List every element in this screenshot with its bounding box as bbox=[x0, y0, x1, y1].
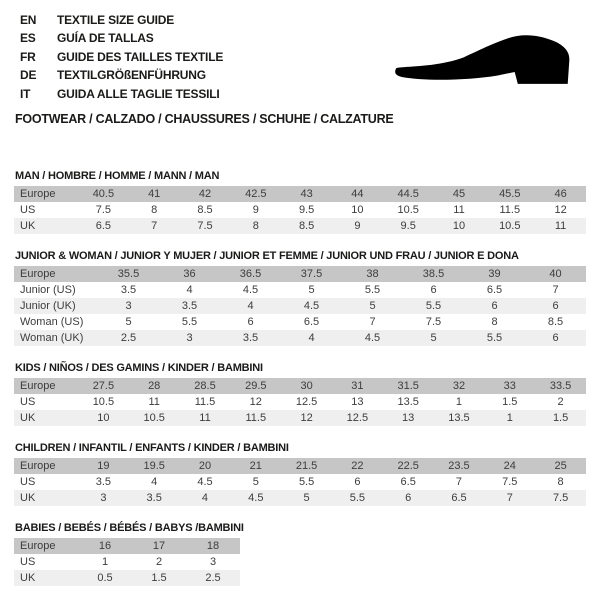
size-cell: 12.5 bbox=[346, 412, 369, 425]
size-cell: 44.5 bbox=[397, 188, 419, 201]
language-row bbox=[20, 11, 600, 29]
size-cell: 7 bbox=[369, 316, 376, 329]
language-label: TEXTILE SIZE GUIDE bbox=[57, 13, 175, 27]
size-cell: 7 bbox=[151, 220, 158, 233]
size-cell: 10.5 bbox=[397, 204, 419, 217]
size-cell: 5.5 bbox=[349, 492, 366, 505]
size-cell: 5 bbox=[303, 492, 310, 505]
table-row bbox=[14, 474, 586, 490]
size-cell: 8.5 bbox=[298, 220, 315, 233]
size-cell: 4 bbox=[151, 476, 158, 489]
size-cell: 16 bbox=[98, 540, 112, 553]
section-title: JUNIOR & WOMAN / JUNIOR Y MUJER / JUNIOR ET FEMME / JUNIOR UND FRAU / JUNIOR E DONA bbox=[15, 250, 519, 263]
size-cell: 30 bbox=[300, 380, 313, 393]
size-cell: 7.5 bbox=[197, 220, 213, 233]
row-label: Europe bbox=[20, 188, 56, 201]
table-row bbox=[14, 282, 586, 298]
size-cell: 46 bbox=[554, 188, 567, 201]
size-cell: 7.5 bbox=[502, 476, 518, 489]
size-cell: 4.5 bbox=[303, 300, 320, 313]
size-cell: 6 bbox=[405, 492, 412, 505]
size-cell: 5.5 bbox=[364, 284, 381, 297]
size-cell: 39 bbox=[488, 268, 501, 281]
row-label: UK bbox=[20, 492, 36, 505]
size-cell: 9.5 bbox=[400, 220, 416, 233]
size-table bbox=[14, 186, 586, 234]
size-cell: 40 bbox=[549, 268, 562, 281]
row-label: UK bbox=[20, 220, 36, 233]
size-cell: 31 bbox=[351, 380, 364, 393]
size-cell: 10.5 bbox=[143, 412, 165, 425]
size-cell: 8 bbox=[252, 220, 259, 233]
size-cell: 11 bbox=[453, 204, 465, 217]
size-cell: 17 bbox=[152, 540, 166, 553]
size-cell: 9 bbox=[252, 204, 259, 217]
size-cell: 13 bbox=[402, 412, 415, 425]
size-cell: 37.5 bbox=[300, 268, 323, 281]
language-label: GUÍA DE TALLAS bbox=[57, 31, 154, 46]
size-cell: 33 bbox=[503, 380, 516, 393]
table-row bbox=[14, 186, 586, 202]
size-cell: 1 bbox=[101, 556, 109, 569]
size-cell: 10 bbox=[452, 220, 466, 233]
row-label: Europe bbox=[20, 268, 56, 281]
size-cell: 24 bbox=[503, 460, 516, 473]
size-cell: 2 bbox=[557, 396, 564, 409]
size-cell: 6 bbox=[552, 300, 559, 313]
row-label: US bbox=[20, 204, 36, 217]
size-cell: 40.5 bbox=[92, 188, 115, 201]
size-cell: 45.5 bbox=[499, 188, 521, 201]
size-table bbox=[14, 538, 240, 586]
row-label: US bbox=[20, 476, 36, 489]
table-row bbox=[14, 394, 586, 410]
size-cell: 13.5 bbox=[397, 396, 419, 409]
size-cell: 0.5 bbox=[97, 572, 113, 585]
size-cell: 10.5 bbox=[92, 396, 115, 409]
language-code: IT bbox=[20, 86, 31, 101]
size-cell: 12 bbox=[300, 412, 313, 425]
table-row bbox=[14, 570, 240, 586]
size-cell: 8.5 bbox=[547, 316, 564, 329]
row-label: Europe bbox=[20, 380, 56, 393]
size-cell: 21 bbox=[249, 460, 262, 473]
size-cell: 42.5 bbox=[245, 188, 267, 201]
size-cell: 29.5 bbox=[245, 380, 267, 393]
size-cell: 42 bbox=[198, 188, 212, 201]
size-cell: 4 bbox=[201, 492, 209, 505]
table-row bbox=[14, 458, 586, 474]
size-cell: 11 bbox=[199, 412, 211, 425]
table-row bbox=[14, 218, 586, 234]
size-section bbox=[14, 522, 586, 586]
size-cell: 28 bbox=[148, 380, 161, 393]
size-cell: 9.5 bbox=[298, 204, 315, 217]
size-cell: 43 bbox=[300, 188, 313, 201]
language-label: GUIDE DES TAILLES TEXTILE bbox=[57, 49, 224, 64]
size-cell: 2.5 bbox=[205, 572, 221, 585]
section-title: MAN / HOMBRE / HOMME / MANN / MAN bbox=[15, 170, 220, 183]
size-cell: 11.5 bbox=[194, 396, 216, 409]
size-cell: 3.5 bbox=[181, 300, 198, 313]
table-row bbox=[14, 410, 586, 426]
size-cell: 5.5 bbox=[425, 300, 442, 313]
size-cell: 4.5 bbox=[197, 476, 213, 489]
size-cell: 6.5 bbox=[486, 284, 503, 297]
size-cell: 12 bbox=[554, 204, 567, 217]
row-label: Europe bbox=[20, 460, 56, 473]
dress-shoe-icon bbox=[393, 28, 575, 92]
size-cell: 2.5 bbox=[120, 332, 137, 345]
size-cell: 28.5 bbox=[194, 380, 216, 393]
size-table bbox=[14, 266, 586, 346]
row-label: UK bbox=[20, 412, 36, 425]
row-label: UK bbox=[20, 572, 36, 585]
size-cell: 4.5 bbox=[364, 332, 381, 345]
size-cell: 8.5 bbox=[197, 204, 213, 217]
table-row bbox=[14, 202, 586, 218]
size-cell: 19.5 bbox=[143, 460, 165, 473]
size-cell: 45 bbox=[452, 188, 466, 201]
size-cell: 25 bbox=[554, 460, 567, 473]
size-cell: 36 bbox=[183, 268, 196, 281]
table-row bbox=[14, 554, 240, 570]
size-section bbox=[14, 250, 586, 346]
language-code: EN bbox=[20, 13, 37, 27]
size-cell: 36.5 bbox=[239, 268, 262, 281]
size-cell: 5 bbox=[252, 476, 259, 489]
size-cell: 3 bbox=[125, 300, 132, 313]
size-cell: 3.5 bbox=[242, 332, 259, 345]
size-cell: 19 bbox=[97, 460, 110, 473]
size-cell: 3.5 bbox=[146, 492, 162, 505]
size-cell: 4 bbox=[247, 300, 254, 313]
size-cell: 3 bbox=[186, 332, 193, 345]
size-cell: 1 bbox=[455, 396, 463, 409]
size-cell: 21.5 bbox=[295, 460, 318, 473]
size-cell: 11.5 bbox=[245, 412, 267, 425]
size-cell: 6 bbox=[430, 284, 437, 297]
size-cell: 6 bbox=[552, 332, 559, 345]
row-label: Junior (UK) bbox=[20, 300, 76, 313]
size-cell: 12.5 bbox=[295, 396, 318, 409]
row-label: Junior (US) bbox=[20, 284, 76, 297]
size-cell: 8 bbox=[491, 316, 498, 329]
size-section bbox=[14, 442, 586, 506]
size-tables bbox=[0, 170, 600, 586]
language-code: FR bbox=[20, 49, 36, 64]
size-cell: 10 bbox=[97, 412, 110, 425]
size-cell: 32 bbox=[452, 380, 466, 393]
size-cell: 4.5 bbox=[248, 492, 264, 505]
size-cell: 6 bbox=[247, 316, 254, 329]
size-cell: 38 bbox=[366, 268, 379, 281]
size-cell: 7.5 bbox=[552, 492, 569, 505]
size-cell: 7.5 bbox=[425, 316, 442, 329]
size-cell: 38.5 bbox=[422, 268, 445, 281]
section-title: BABIES / BEBÉS / BÉBÉS / BABYS /BAMBINI bbox=[15, 522, 244, 535]
size-cell: 5.5 bbox=[486, 332, 503, 345]
table-row bbox=[14, 490, 586, 506]
size-cell: 11 bbox=[554, 220, 567, 233]
language-code: DE bbox=[20, 68, 37, 83]
size-cell: 6.5 bbox=[95, 220, 112, 233]
size-cell: 5 bbox=[308, 284, 315, 297]
size-cell: 8 bbox=[151, 204, 158, 217]
size-cell: 9 bbox=[354, 220, 361, 233]
size-cell: 6.5 bbox=[400, 476, 416, 489]
size-cell: 6 bbox=[354, 476, 361, 489]
size-cell: 5.5 bbox=[298, 476, 315, 489]
size-cell: 7.5 bbox=[95, 204, 112, 217]
section-title: KIDS / NIÑOS / DES GAMINS / KINDER / BAMBINI bbox=[15, 362, 263, 375]
size-cell: 5.5 bbox=[181, 316, 198, 329]
size-section bbox=[14, 170, 586, 234]
size-cell: 5 bbox=[369, 300, 376, 313]
size-cell: 11 bbox=[148, 396, 160, 409]
size-cell: 41 bbox=[148, 188, 161, 201]
row-label: US bbox=[20, 556, 36, 569]
size-cell: 33.5 bbox=[549, 380, 572, 393]
size-table bbox=[14, 458, 586, 506]
size-cell: 11.5 bbox=[499, 204, 521, 217]
size-cell: 7 bbox=[506, 492, 513, 505]
size-cell: 12 bbox=[249, 396, 262, 409]
size-cell: 4.5 bbox=[242, 284, 259, 297]
size-cell: 22 bbox=[351, 460, 364, 473]
size-cell: 5 bbox=[125, 316, 132, 329]
size-cell: 13.5 bbox=[448, 412, 470, 425]
size-cell: 5 bbox=[430, 332, 437, 345]
size-cell: 31.5 bbox=[397, 380, 419, 393]
size-cell: 8 bbox=[557, 476, 564, 489]
size-cell: 10.5 bbox=[499, 220, 521, 233]
row-label: Woman (US) bbox=[20, 316, 84, 329]
size-cell: 10 bbox=[351, 204, 364, 217]
size-cell: 1.5 bbox=[502, 396, 518, 409]
table-row bbox=[14, 538, 240, 554]
section-title: CHILDREN / INFANTIL / ENFANTS / KINDER / BAMBINI bbox=[15, 442, 289, 455]
size-cell: 4 bbox=[186, 284, 193, 297]
size-cell: 4 bbox=[308, 332, 315, 345]
size-cell: 22.5 bbox=[397, 460, 419, 473]
table-row bbox=[14, 330, 586, 346]
size-cell: 6.5 bbox=[303, 316, 320, 329]
size-cell: 20 bbox=[198, 460, 212, 473]
size-table bbox=[14, 378, 586, 426]
size-cell: 27.5 bbox=[92, 380, 115, 393]
row-label: Woman (UK) bbox=[20, 332, 84, 345]
size-cell: 3 bbox=[100, 492, 107, 505]
language-label: TEXTILGRÖßENFÜHRUNG bbox=[57, 68, 206, 83]
language-label: GUIDA ALLE TAGLIE TESSILI bbox=[57, 86, 220, 101]
size-section bbox=[14, 362, 586, 426]
size-cell: 3 bbox=[209, 556, 217, 569]
size-cell: 3.5 bbox=[120, 284, 137, 297]
size-cell: 7 bbox=[552, 284, 559, 297]
size-cell: 1.5 bbox=[151, 572, 167, 585]
table-row bbox=[14, 378, 586, 394]
size-cell: 18 bbox=[206, 540, 220, 553]
size-cell: 35.5 bbox=[117, 268, 140, 281]
category-line: FOOTWEAR / CALZADO / CHAUSSURES / SCHUHE / CALZATURE bbox=[15, 112, 394, 127]
table-row bbox=[14, 298, 586, 314]
size-cell: 1 bbox=[506, 412, 513, 425]
size-cell: 23.5 bbox=[448, 460, 470, 473]
language-code: ES bbox=[20, 31, 36, 46]
row-label: US bbox=[20, 396, 36, 409]
size-cell: 6 bbox=[491, 300, 498, 313]
table-row bbox=[14, 314, 586, 330]
size-cell: 6.5 bbox=[451, 492, 467, 505]
size-cell: 44 bbox=[351, 188, 364, 201]
size-cell: 2 bbox=[155, 556, 163, 569]
size-cell: 1.5 bbox=[552, 412, 569, 425]
table-row bbox=[14, 266, 586, 282]
size-cell: 7 bbox=[455, 476, 463, 489]
row-label: Europe bbox=[20, 540, 56, 553]
size-cell: 13 bbox=[351, 396, 364, 409]
size-cell: 3.5 bbox=[95, 476, 112, 489]
